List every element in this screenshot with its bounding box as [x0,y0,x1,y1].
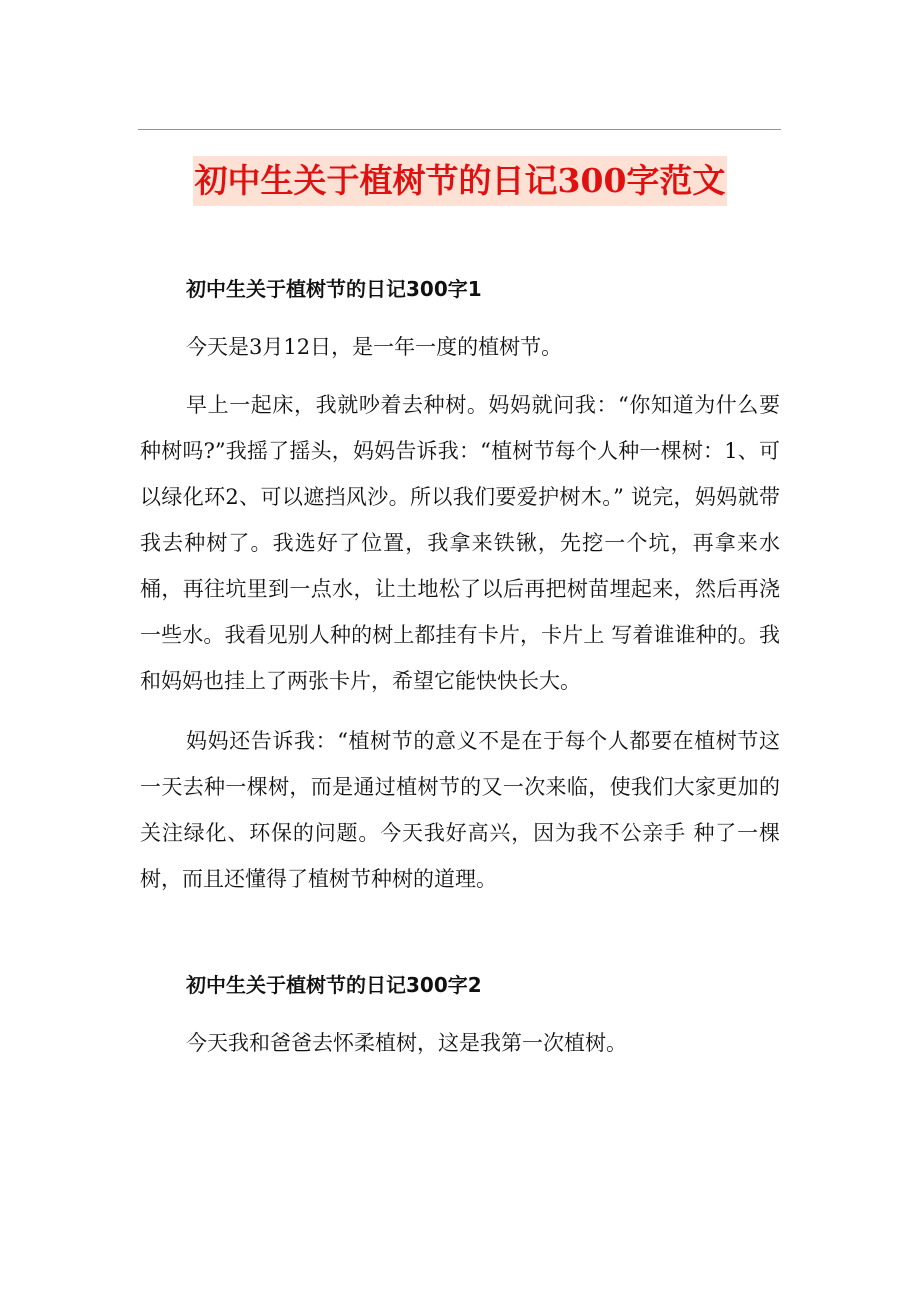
section-1-paragraph-2: 早上一起床，我就吵着去种树。妈妈就问我：“你知道为什么要种树吗?”我摇了摇头，妈妈告诉我：“植树节每个人种一棵树：1、可以绿化环2、可以遮挡风沙。所以我们要爱护树木。” 说完，妈妈就带我去种树了。我选好了位置，我拿来铁锹，先挖一个坑，再拿来水桶，再往坑里到一点水，让土地松了以后再把树苗埋起来，然后再浇一些水。我看见别人种的树上都挂有卡片，卡片上 写着谁谁种的。我和妈妈也挂上了两张卡片，希望它能快快长大。 [140,393,780,693]
header-rule [138,129,781,130]
section-2-paragraph-1: 今天我和爸爸去怀柔植树，这是我第一次植树。 [186,1031,627,1055]
section-1-heading: 初中生关于植树节的日记300字1 [186,277,482,301]
section-1-paragraph-1: 今天是3月12日，是一年一度的植树节。 [186,335,563,359]
section-2-heading: 初中生关于植树节的日记300字2 [186,973,482,997]
section-1-paragraph-3: 妈妈还告诉我：“植树节的意义不是在于每个人都要在植树节这一天去种一棵树，而是通过植树节的又一次来临，使我们大家更加的关注绿化、环保的问题。今天我好高兴，因为我不公亲手 种了一棵树，而且还懂得了植树节种树的道理。 [140,729,780,891]
document-title: 初中生关于植树节的日记300字范文 [193,156,728,206]
document-body [140,266,780,1066]
title-container [0,156,920,206]
